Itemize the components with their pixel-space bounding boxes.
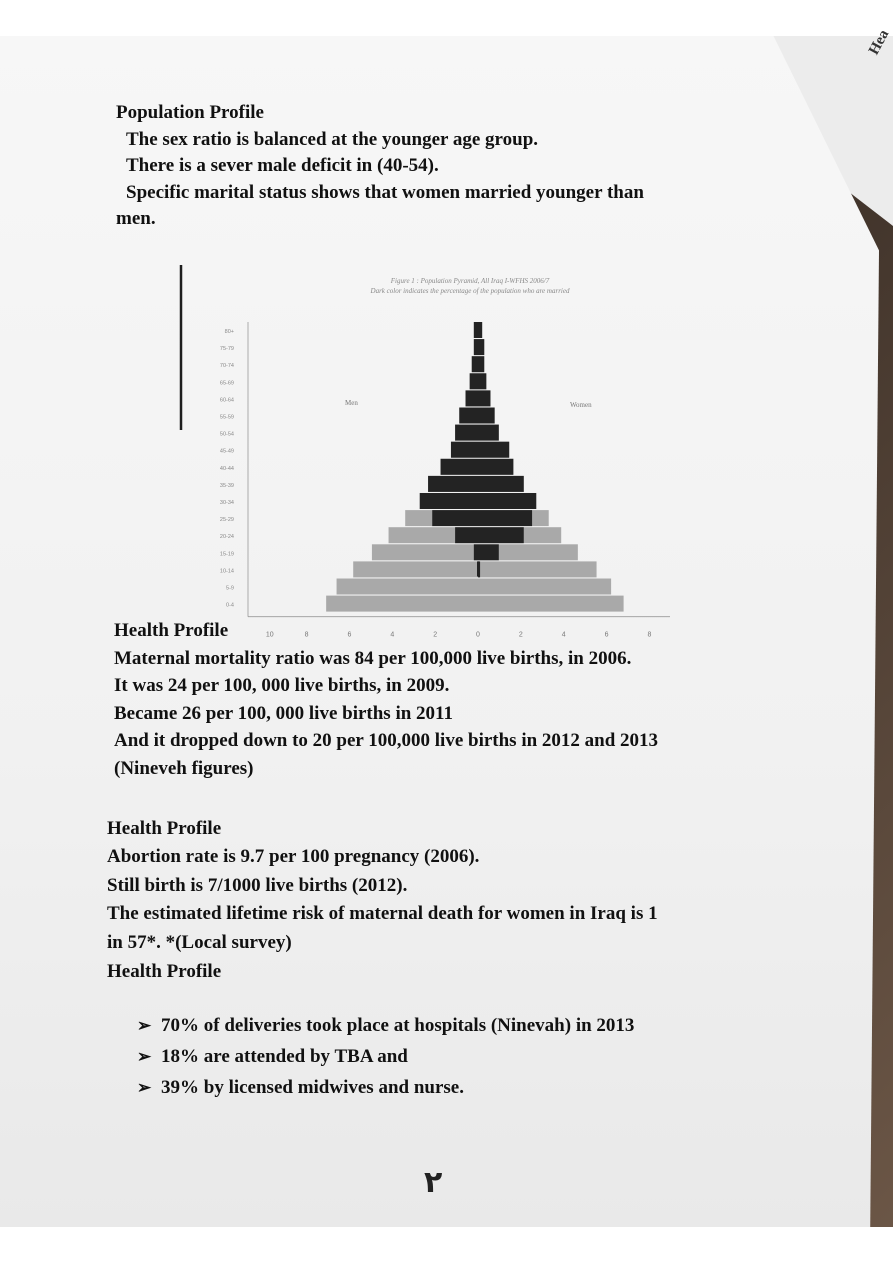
- text-line: (Nineveh figures): [114, 757, 254, 779]
- x-tick-label: 8: [304, 631, 309, 639]
- bar-married-women-55-59: [478, 408, 495, 424]
- text-line: The sex ratio is balanced at the younger age group.: [126, 128, 539, 150]
- bullet-text: 70% of deliveries took place at hospitals (Ninevah) in 2013: [161, 1015, 635, 1036]
- arrow-bullet-icon: ➢: [137, 1047, 152, 1066]
- bar-married-men-25-29: [432, 510, 478, 526]
- arrow-bullet-icon: ➢: [137, 1016, 152, 1035]
- bar-married-men-40-44: [441, 459, 478, 475]
- bullet-text: 18% are attended by TBA and: [161, 1046, 408, 1067]
- x-tick-label: 4: [390, 631, 395, 639]
- health-profile-section-2: [107, 814, 658, 986]
- bar-men-10-14: [353, 561, 478, 577]
- age-tick-label: 30-34: [219, 500, 234, 506]
- x-tick-label: 2: [433, 631, 438, 639]
- section-title: Health Profile: [107, 818, 222, 839]
- section-title: Health Profile: [107, 961, 222, 982]
- age-tick-label: 20-24: [219, 534, 234, 541]
- age-tick-label: 35-39: [219, 482, 234, 489]
- age-tick-label: 55-59: [219, 414, 234, 421]
- text-line: men.: [116, 208, 156, 229]
- chart-subtitle: Dark color indicates the percentage of the population who are married: [370, 287, 570, 295]
- bar-women-5-9: [478, 579, 611, 595]
- age-tick-label: 65-69: [219, 380, 234, 387]
- bar-married-women-65-69: [478, 373, 486, 389]
- population-pyramid-figure: [170, 255, 710, 639]
- text-line: Specific marital status shows that women married younger than: [126, 181, 644, 203]
- text-line: There is a sever male deficit in (40-54).: [126, 155, 439, 176]
- bar-married-women-30-34: [478, 493, 536, 509]
- bar-married-men-70-74: [472, 356, 478, 372]
- age-tick-label: 10-14: [219, 568, 234, 575]
- text-line: And it dropped down to 20 per 100,000 live births in 2012 and 2013: [114, 730, 659, 751]
- text-line: Maternal mortality ratio was 84 per 100,000 live births, in 2006.: [114, 647, 632, 669]
- health-profile-section-1: [114, 618, 658, 782]
- bullet-item: [137, 1072, 634, 1103]
- text-line: It was 24 per 100, 000 live births, in 2009.: [114, 675, 450, 696]
- bar-men-5-9: [337, 579, 478, 595]
- bullet-text: 39% by licensed midwives and nurse.: [161, 1077, 464, 1098]
- chart-title: Figure 1 : Population Pyramid, All Iraq I-WFHS 2006/7: [390, 277, 550, 285]
- page-number: ٢: [424, 1165, 443, 1200]
- bar-married-women-25-29: [478, 510, 532, 526]
- x-tick-label: 6: [347, 631, 352, 639]
- age-tick-label: 80+: [224, 329, 234, 335]
- bar-women-10-14: [478, 561, 597, 577]
- text-line: Still birth is 7/1000 live births (2012).: [107, 874, 408, 896]
- bar-married-women-75-79: [478, 339, 484, 355]
- bar-married-women-80+: [478, 322, 482, 338]
- bar-married-men-80+: [474, 322, 478, 338]
- bar-married-men-55-59: [459, 408, 478, 424]
- x-tick-label: 4: [561, 631, 566, 639]
- bar-married-women-50-54: [478, 425, 499, 441]
- bar-married-men-65-69: [470, 373, 478, 389]
- bullet-item: [137, 1041, 634, 1072]
- bar-married-men-35-39: [428, 476, 478, 492]
- text-line: Became 26 per 100, 000 live births in 2011: [114, 702, 453, 724]
- age-tick-label: 50-54: [219, 431, 234, 438]
- age-tick-label: 75-79: [219, 346, 234, 353]
- bar-married-men-15-19: [474, 544, 478, 560]
- series-label-women: Women: [570, 401, 592, 409]
- bar-married-men-50-54: [455, 425, 478, 441]
- section-title: Health Profile: [114, 620, 229, 641]
- text-line: The estimated lifetime risk of maternal death for women in Iraq is 1: [107, 903, 658, 924]
- bar-married-men-75-79: [474, 339, 478, 355]
- population-profile-section: [116, 100, 644, 233]
- arrow-bullet-icon: ➢: [137, 1078, 152, 1097]
- age-tick-label: 60-64: [219, 397, 234, 404]
- age-tick-label: 25-29: [219, 517, 234, 524]
- bar-married-women-60-64: [478, 390, 490, 406]
- series-label-men: Men: [345, 399, 358, 407]
- x-tick-label: 8: [647, 631, 652, 639]
- population-pyramid-chart: [170, 255, 710, 639]
- bar-married-women-70-74: [478, 356, 484, 372]
- bar-men-0-4: [326, 596, 478, 612]
- text-line: Abortion rate is 9.7 per 100 pregnancy (2006).: [107, 846, 480, 867]
- bar-married-women-35-39: [478, 476, 524, 492]
- bar-men-15-19: [372, 544, 478, 560]
- age-tick-label: 5-9: [226, 585, 234, 592]
- x-tick-label: 6: [604, 631, 609, 639]
- bullet-item: [137, 1010, 634, 1041]
- x-tick-label: 10: [265, 631, 274, 639]
- bullet-list: [137, 1010, 634, 1103]
- back-sheet-text: Hea: [866, 27, 893, 58]
- bar-women-0-4: [478, 596, 624, 612]
- age-tick-label: 15-19: [219, 551, 234, 558]
- bar-married-men-45-49: [451, 442, 478, 458]
- bar-married-women-15-19: [478, 544, 499, 560]
- bar-married-men-30-34: [420, 493, 478, 509]
- bar-married-men-60-64: [466, 390, 478, 406]
- age-tick-label: 0-4: [226, 602, 234, 609]
- x-tick-label: 0: [476, 631, 480, 639]
- bar-married-women-45-49: [478, 442, 509, 458]
- age-tick-label: 70-74: [219, 363, 234, 370]
- bar-married-men-20-24: [455, 527, 478, 543]
- section-title: Population Profile: [116, 102, 264, 123]
- text-line: in 57*. *(Local survey): [107, 931, 292, 953]
- age-tick-label: 45-49: [219, 448, 234, 455]
- x-tick-label: 2: [518, 631, 523, 639]
- bar-married-women-40-44: [478, 459, 513, 475]
- bar-married-women-20-24: [478, 527, 524, 543]
- age-tick-label: 40-44: [219, 465, 234, 472]
